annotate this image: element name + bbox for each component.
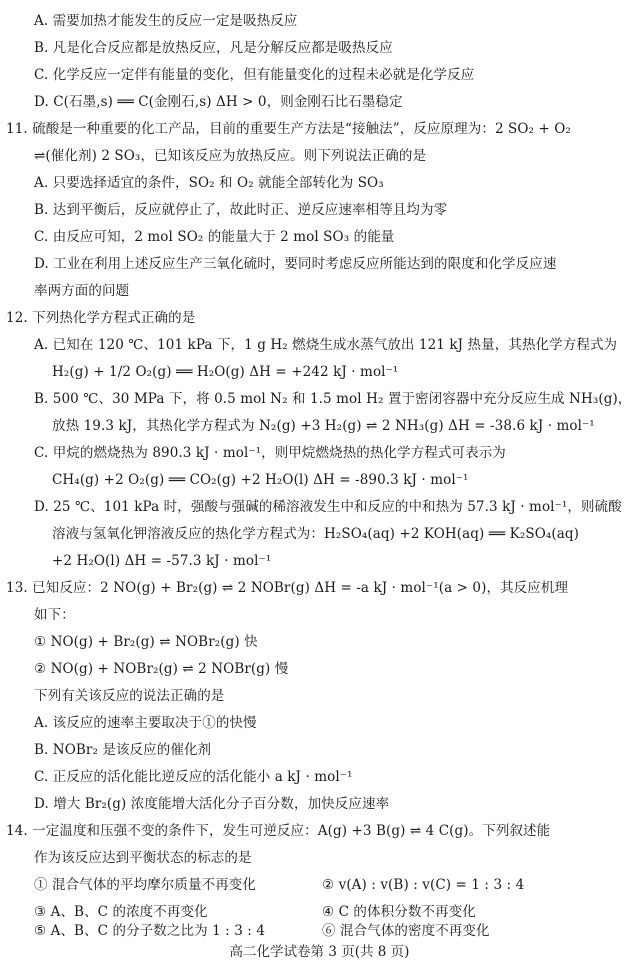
- q11-option-a: A. 只要选择适宜的条件，SO₂ 和 O₂ 就能全部转化为 SO₃: [34, 175, 384, 191]
- q14-option-3: ③ A、B、C 的浓度不再变化: [34, 904, 208, 920]
- q12-option-a-equation: H₂(g) + 1/2 O₂(g) ══ H₂O(g) ΔH = +242 kJ · mol⁻¹: [52, 364, 399, 380]
- q14-options-row2: [34, 903, 476, 921]
- q12-option-a-line1: A. 已知在 120 ℃、101 kPa 下，1 g H₂ 燃烧生成水蒸气放出 121 kJ 热量，其热化学方程式为: [34, 337, 618, 353]
- q13-stem-line2: 如下：: [34, 607, 75, 623]
- q11-stem-line2: ⇌(催化剂) 2 SO₃，已知该反应为放热反应。则下列说法正确的是: [34, 148, 427, 164]
- q12-option-b-line1: B. 500 ℃、30 MPa 下，将 0.5 mol N₂ 和 1.5 mol H₂ 置于密闭容器中充分反应生成 NH₃(g)，: [34, 391, 632, 407]
- q12-option-d-line2: 溶液与氢氧化钾溶液反应的热化学方程式为：H₂SO₄(aq) +2 KOH(aq) ══ K₂SO₄(aq): [52, 526, 579, 542]
- q11-option-c: C. 由反应可知，2 mol SO₂ 的能量大于 2 mol SO₃ 的能量: [34, 229, 395, 245]
- q10-option-b: B. 凡是化合反应都是放热反应，凡是分解反应都是吸热反应: [34, 40, 393, 56]
- q14-stem-line2: 作为该反应达到平衡状态的标志的是: [34, 850, 252, 866]
- q13-option-c: C. 正反应的活化能比逆反应的活化能小 a kJ · mol⁻¹: [34, 769, 353, 785]
- q13-question: 下列有关该反应的说法正确的是: [34, 688, 225, 704]
- q12-option-d-line3: +2 H₂O(l) ΔH = -57.3 kJ · mol⁻¹: [52, 553, 272, 569]
- q14-option-6: ⑥ 混合气体的密度不再变化: [322, 923, 490, 939]
- q12-option-c-line1: C. 甲烷的燃烧热为 890.3 kJ · mol⁻¹，则甲烷燃烧热的热化学方程式可表示为: [34, 445, 506, 461]
- q13-stem-line1: 13. 已知反应：2 NO(g) + Br₂(g) ⇌ 2 NOBr(g) ΔH = -a kJ · mol⁻¹(a > 0)，其反应机理: [6, 580, 569, 596]
- q14-option-1: ① 混合气体的平均摩尔质量不再变化: [34, 877, 256, 893]
- q12-option-c-equation: CH₄(g) +2 O₂(g) ══ CO₂(g) +2 H₂O(l) ΔH = -890.3 kJ · mol⁻¹: [52, 472, 469, 488]
- q12-stem: 12. 下列热化学方程式正确的是: [6, 310, 196, 326]
- q13-option-b: B. NOBr₂ 是该反应的催化剂: [34, 742, 212, 758]
- q14-stem-line1: 14. 一定温度和压强不变的条件下，发生可逆反应：A(g) +3 B(g) ⇌ 4 C(g)。下列叙述能: [6, 823, 551, 839]
- q13-mechanism-1: ① NO(g) + Br₂(g) ⇌ NOBr₂(g) 快: [34, 634, 258, 650]
- q11-option-d-line2: 率两方面的问题: [34, 283, 130, 299]
- q13-option-a: A. 该反应的速率主要取决于①的快慢: [34, 715, 257, 731]
- q12-option-b-line2: 放热 19.3 kJ，其热化学方程式为 N₂(g) +3 H₂(g) ⇌ 2 NH₃(g) ΔH = -38.6 kJ · mol⁻¹: [52, 418, 595, 434]
- q14-options-row3: [34, 922, 490, 940]
- q10-option-d: D. C(石墨,s) ══ C(金刚石,s) ΔH > 0，则金刚石比石墨稳定: [34, 94, 403, 110]
- q10-option-c: C. 化学反应一定伴有能量的变化，但有能量变化的过程未必就是化学反应: [34, 67, 475, 83]
- q14-option-4: ④ C 的体积分数不再变化: [322, 904, 476, 920]
- q12-option-d-line1: D. 25 ℃、101 kPa 时，强酸与强碱的稀溶液发生中和反应的中和热为 57.3 kJ · mol⁻¹，则硫酸: [34, 499, 622, 515]
- q14-option-2: ② v(A) : v(B) : v(C) = 1 : 3 : 4: [322, 877, 525, 893]
- q10-option-a: A. 需要加热才能发生的反应一定是吸热反应: [34, 13, 298, 29]
- q11-stem-line1: 11. 硫酸是一种重要的化工产品，目前的重要生产方法是“接触法”，反应原理为：2 SO₂ + O₂: [6, 121, 571, 137]
- q14-option-5: ⑤ A、B、C 的分子数之比为 1 : 3 : 4: [34, 923, 266, 939]
- q13-option-d: D. 增大 Br₂(g) 浓度能增大活化分子百分数，加快反应速率: [34, 796, 390, 812]
- q14-options-row1: [34, 876, 524, 894]
- q13-mechanism-2: ② NO(g) + NOBr₂(g) ⇌ 2 NOBr(g) 慢: [34, 661, 289, 677]
- q11-option-b: B. 达到平衡后，反应就停止了，故此时正、逆反应速率相等且均为零: [34, 202, 448, 218]
- page-footer: 高二化学试卷第 3 页(共 8 页): [229, 944, 410, 960]
- q11-option-d-line1: D. 工业在利用上述反应生产三氧化硫时，要同时考虑反应所能达到的限度和化学反应速: [34, 256, 557, 272]
